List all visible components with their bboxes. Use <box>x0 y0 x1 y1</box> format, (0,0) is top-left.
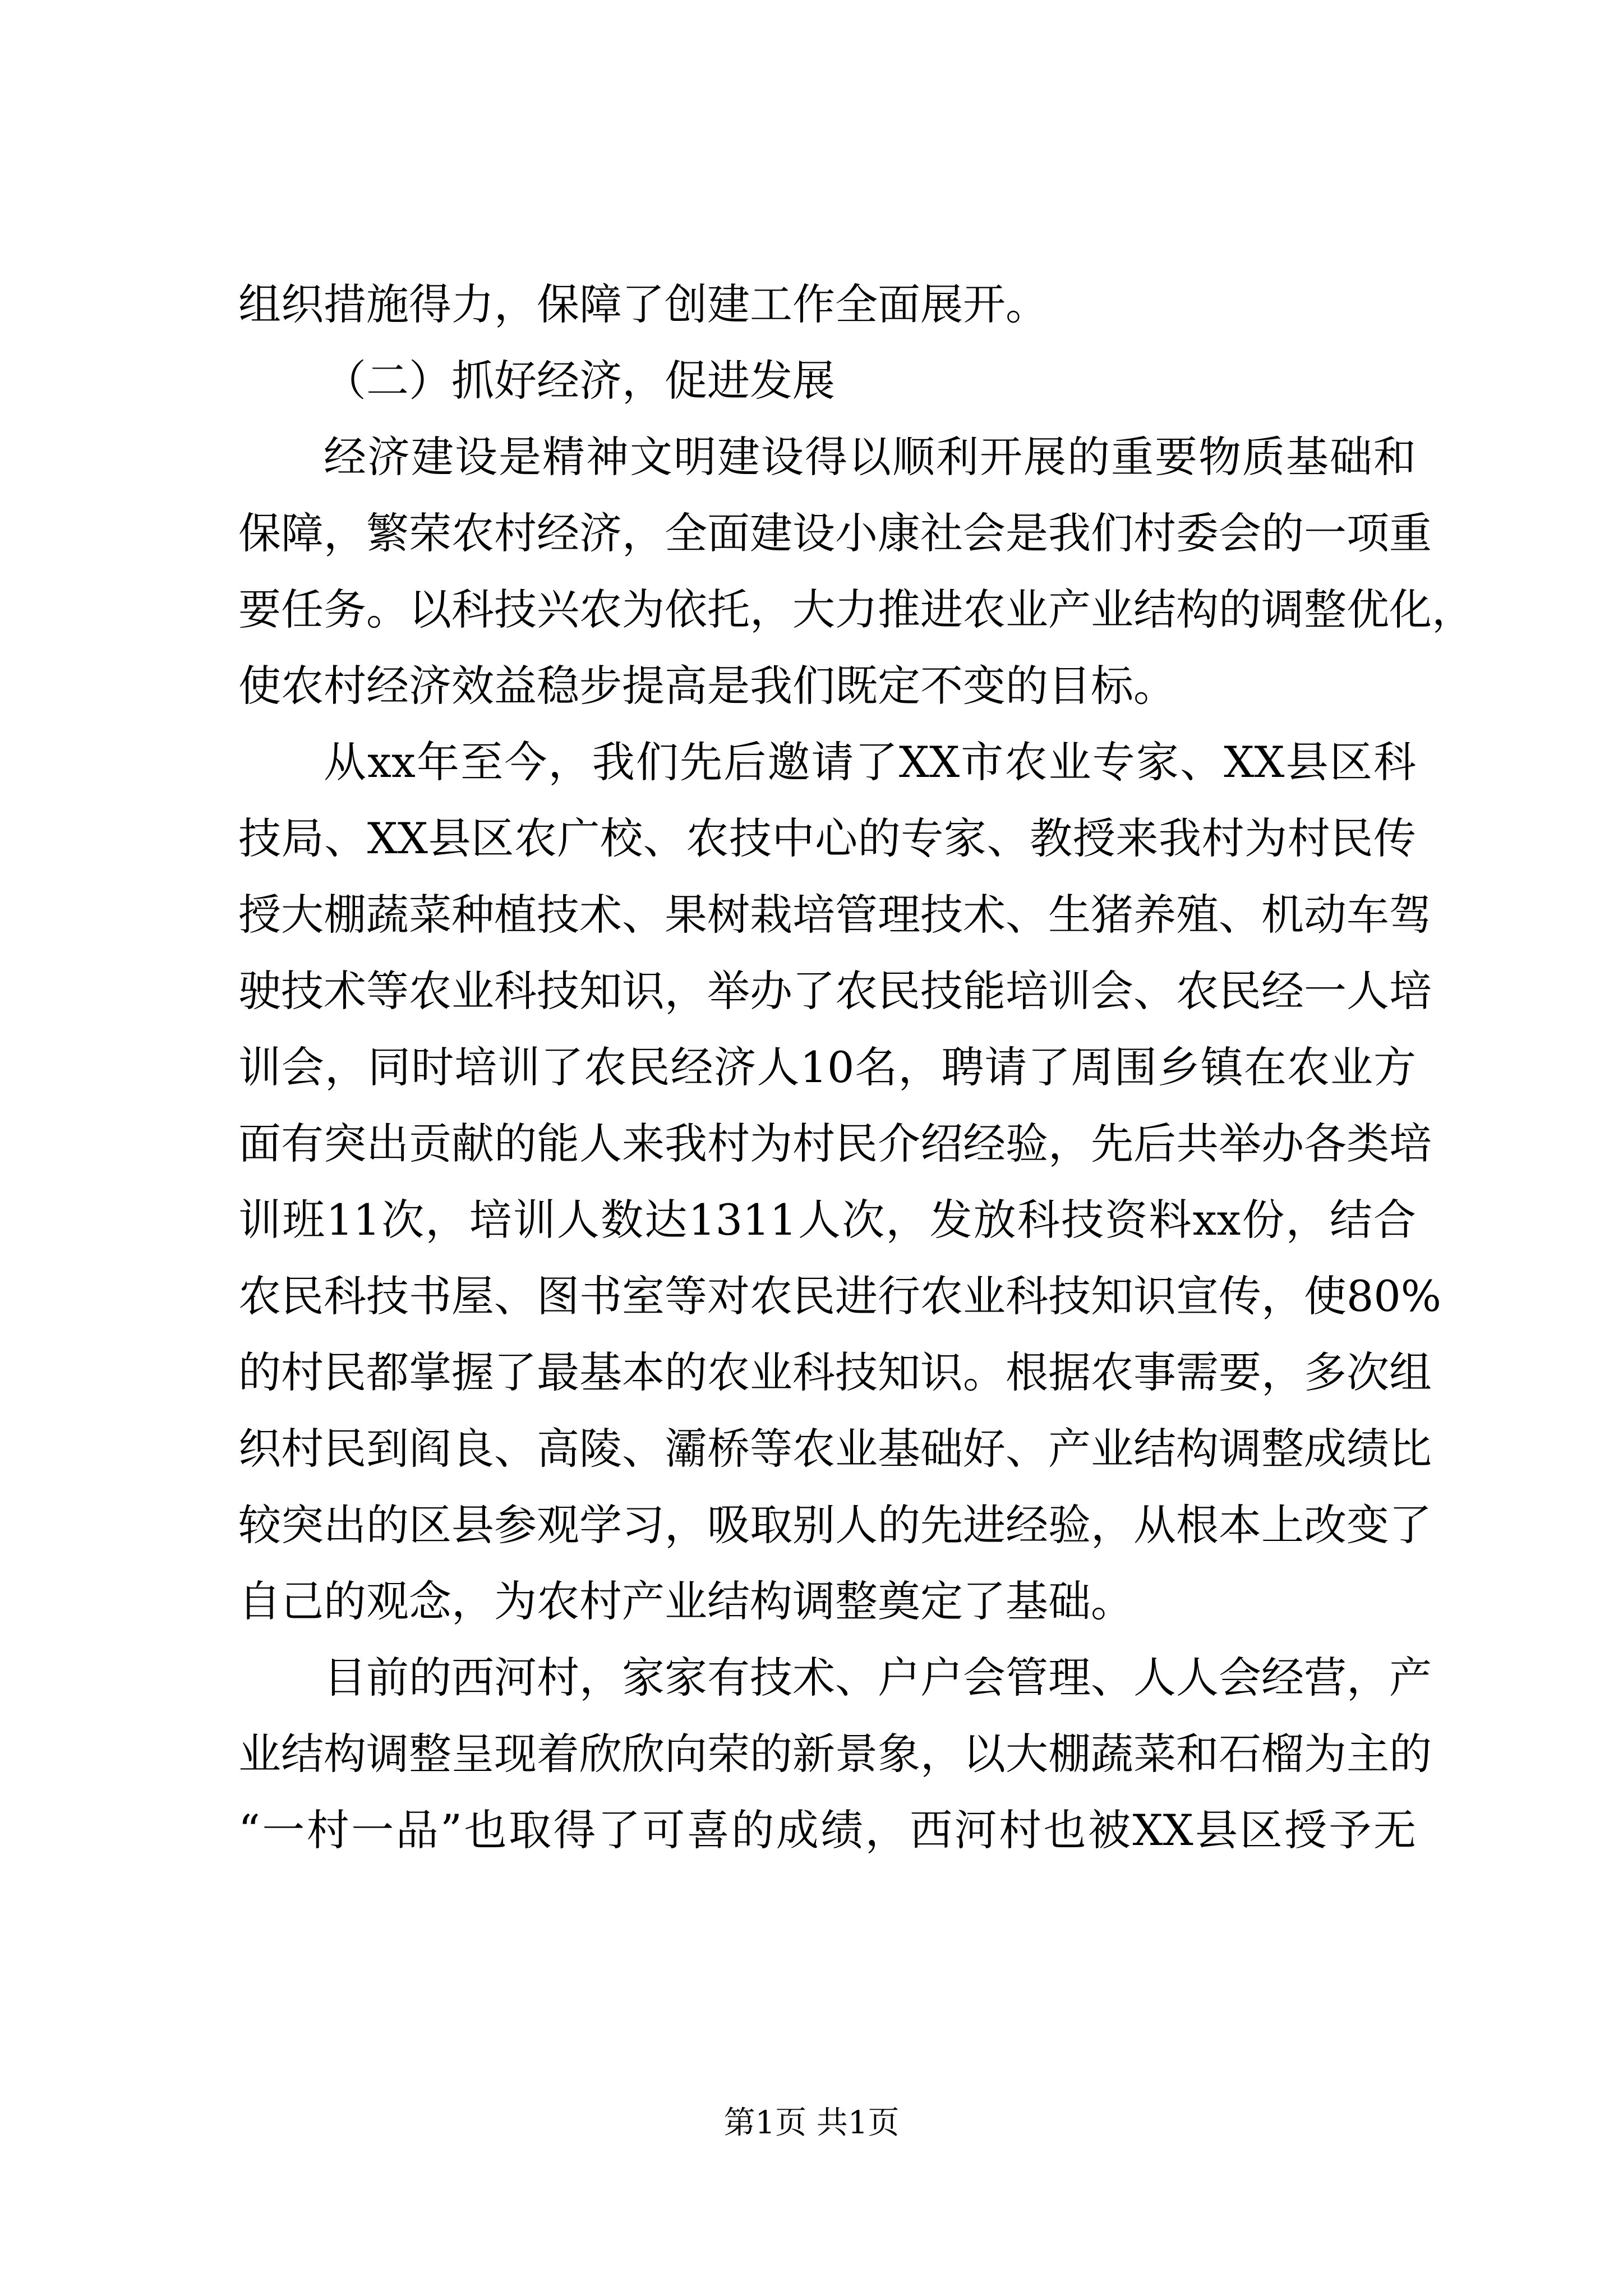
text-line: 训班11次，培训人数达1311人次，发放科技资料xx份，结合 <box>238 1195 1416 1245</box>
text-line: 技局、XX县区农广校、农技中心的专家、教授来我村为村民传 <box>238 813 1416 863</box>
text-line: 的村民都掌握了最基本的农业科技知识。根据农事需要，多次组 <box>238 1347 1432 1397</box>
text-line: 训会，同时培训了农民经济人10名，聘请了周围乡镇在农业方 <box>238 1042 1416 1092</box>
page-number-label: 第1页 共1页 <box>723 2105 900 2141</box>
text-line: 自己的观念，为农村产业结构调整奠定了基础。 <box>238 1576 1133 1626</box>
text-line: 农民科技书屋、图书室等对农民进行农业科技知识宣传，使80% <box>238 1271 1441 1321</box>
text-line: 目前的西河村，家家有技术、户户会管理、人人会经营，产 <box>324 1653 1432 1703</box>
text-line: 授大棚蔬菜种植技术、果树栽培管理技术、生猪养殖、机动车驾 <box>238 890 1432 940</box>
text-line: 保障，繁荣农村经济，全面建设小康社会是我们村委会的一项重 <box>238 508 1432 558</box>
text-line: 经济建设是精神文明建设得以顺利开展的重要物质基础和 <box>324 432 1416 482</box>
text-line: 业结构调整呈现着欣欣向荣的新景象，以大棚蔬菜和石榴为主的 <box>238 1729 1432 1779</box>
text-line: 织村民到阎良、高陵、灞桥等农业基础好、产业结构调整成绩比 <box>238 1424 1432 1474</box>
page-footer <box>0 2101 1623 2146</box>
text-line: 使农村经济效益稳步提高是我们既定不变的目标。 <box>238 661 1176 711</box>
text-line: 从xx年至今，我们先后邀请了XX市农业专家、XX县区科 <box>324 737 1416 787</box>
document-body <box>238 266 1474 1869</box>
text-line: 较突出的区县参观学习，吸取别人的先进经验，从根本上改变了 <box>238 1500 1432 1550</box>
text-line: “一村一品”也取得了可喜的成绩，西河村也被XX县区授予无 <box>238 1805 1416 1855</box>
text-line: 组织措施得力，保障了创建工作全面展开。 <box>238 279 1048 329</box>
section-heading: （二）抓好经济，促进发展 <box>324 356 835 406</box>
text-line: 要任务。以科技兴农为依托，大力推进农业产业结构的调整优化， <box>238 585 1474 634</box>
text-line: 面有突出贡献的能人来我村为村民介绍经验，先后共举办各类培 <box>238 1119 1432 1168</box>
text-line: 驶技术等农业科技知识，举办了农民技能培训会、农民经一人培 <box>238 966 1432 1016</box>
